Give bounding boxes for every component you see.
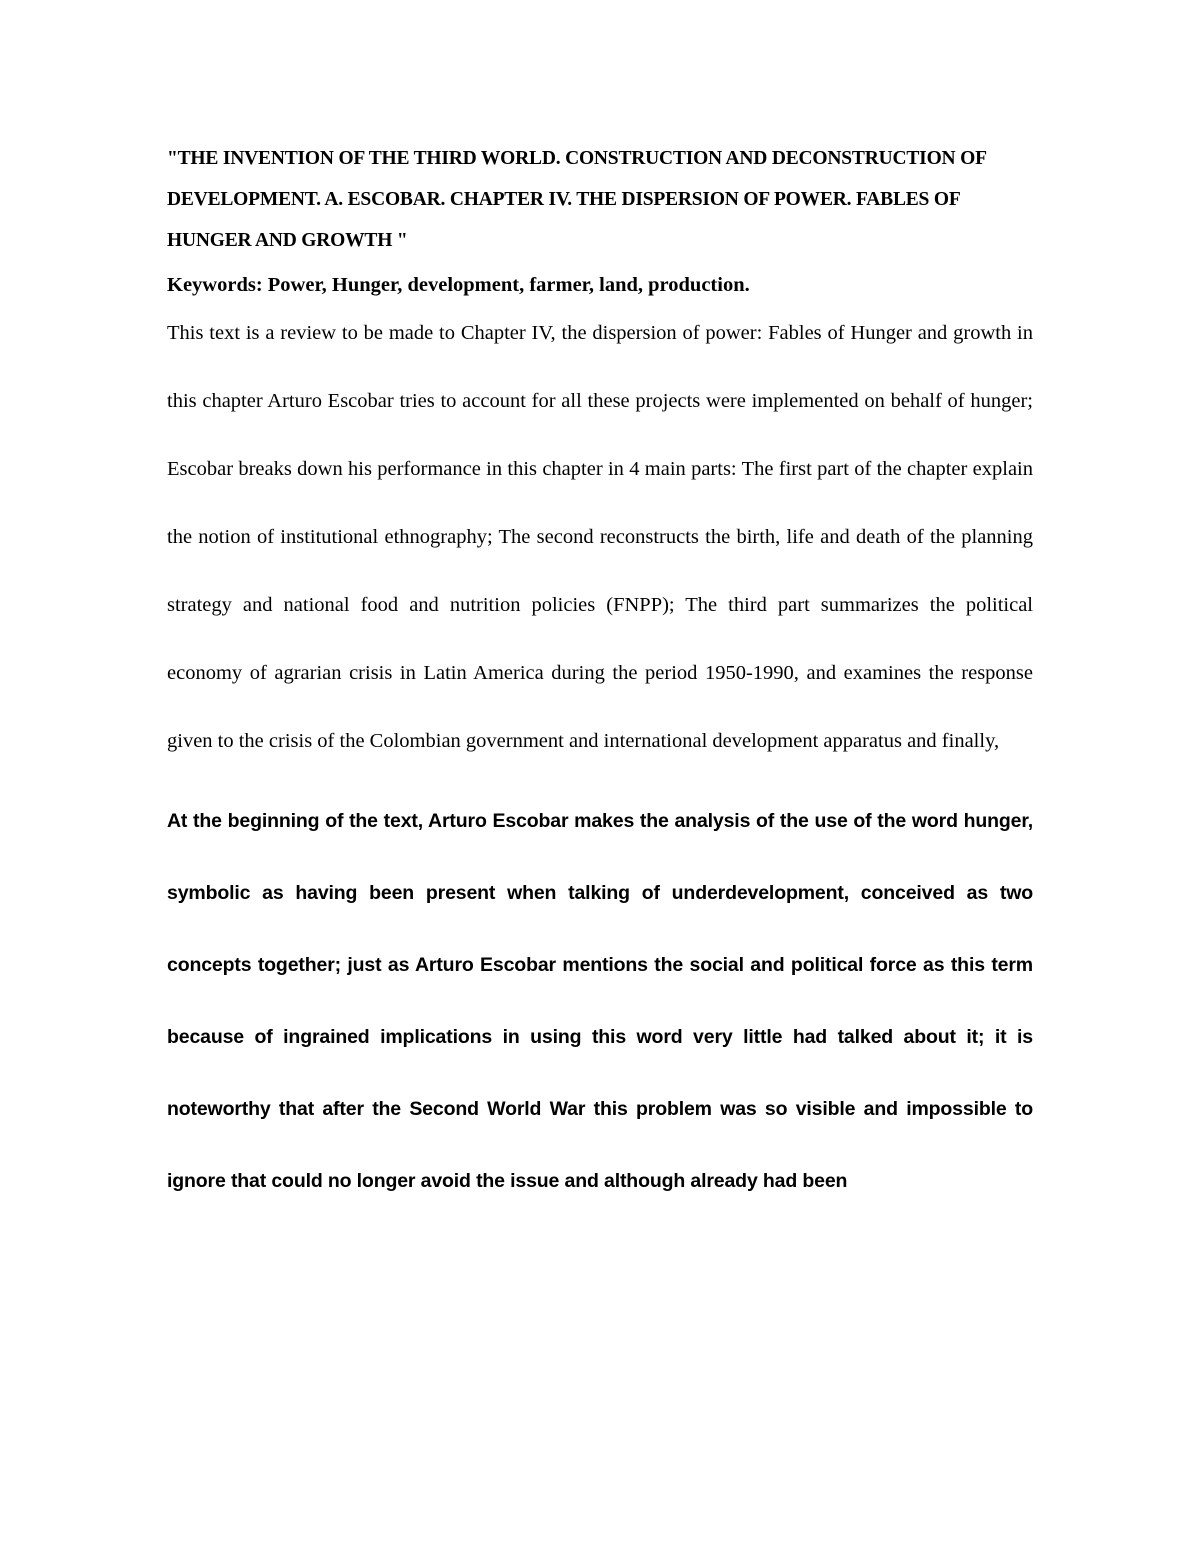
paragraph-review-summary: This text is a review to be made to Chapter IV, the dispersion of power: Fables of Hunger and growth in this chapter Arturo Escobar tries to account for all these projects were implemented on behalf of hunger; Escobar breaks down his performance in this chapter in 4 main parts: The first part of the chapter explain the notion of institutional ethnography; The second reconstructs the birth, life and death of the planning strategy and national food and nutrition policies (FNPP); The third part summarizes the political economy of agrarian crisis in Latin America during the period 1950-1990, and examines the response given to the crisis of the Colombian government and international development apparatus and finally, — [167, 322, 1033, 752]
paragraph-hunger-analysis: At the beginning of the text, Arturo Escobar makes the analysis of the use of the word hunger, symbolic as having been present when talking of underdevelopment, conceived as two concepts together; just as Arturo Escobar mentions the social and political force as this term because of ingrained implications in using this word very little had talked about it; it is noteworthy that after the Second World War this problem was so visible and impossible to ignore that could no longer avoid the issue and although already had been — [167, 810, 1033, 1192]
document-title: "THE INVENTION OF THE THIRD WORLD. CONSTRUCTION AND DECONSTRUCTION OF DEVELOPMENT. A. ESCOBAR. CHAPTER IV. THE DISPERSION OF POWER. FABLES OF HUNGER AND GROWTH " — [167, 148, 987, 251]
keywords-line: Keywords: Power, Hunger, development, farmer, land, production. — [167, 274, 750, 296]
document-body — [167, 138, 1033, 1217]
